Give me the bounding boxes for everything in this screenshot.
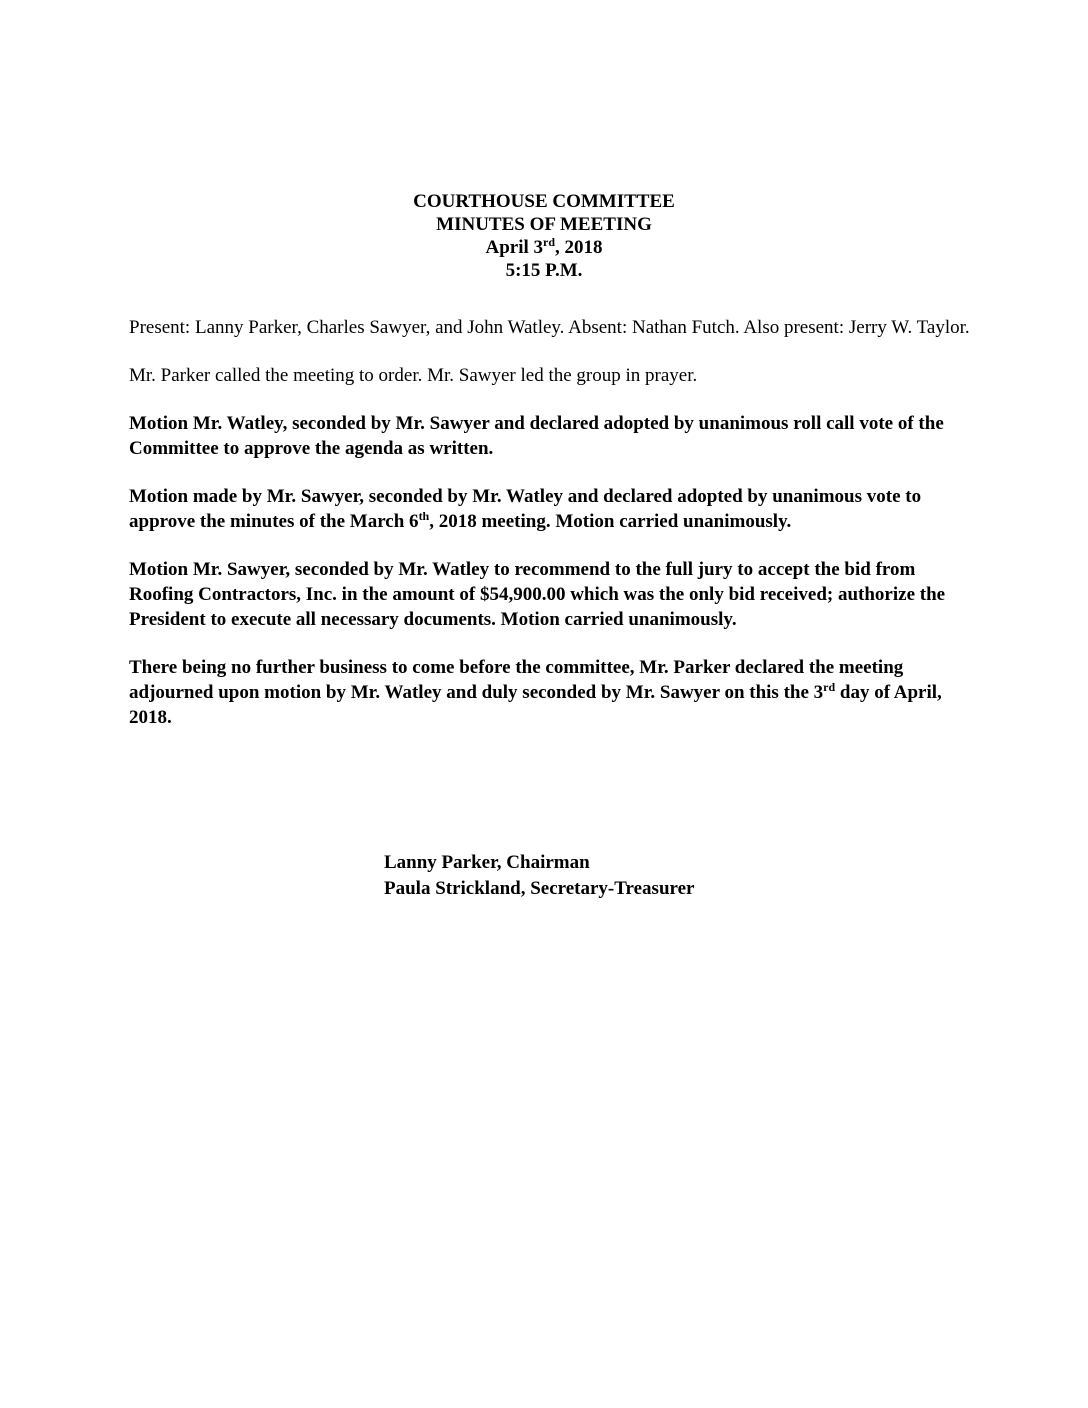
chairman-signature: Lanny Parker, Chairman <box>384 852 590 873</box>
bid-motion-paragraph: Motion Mr. Sawyer, seconded by Mr. Watley to recommend to the full jury to accept the bid from Roofing Contractors, Inc. in the amount of $54,900.00 which was the only bid received; authorize the President to execute all necessary documents. Motion carried unanimously. <box>129 559 946 630</box>
minutes-subtitle: MINUTES OF MEETING <box>436 214 652 235</box>
meeting-date-main: April 3 <box>485 237 544 258</box>
minutes-motion-text: Motion made by Mr. Sawyer, seconded by Mr. Watley and declared adopted by unanimous vote to approve the minutes of the March 6 <box>129 486 922 532</box>
document-header <box>0 190 1088 282</box>
meeting-date <box>0 236 1088 259</box>
signature-block <box>384 850 694 902</box>
adjournment-text: There being no further business to come before the committee, Mr. Parker declared the meeting adjourned upon motion by Mr. Watley and duly seconded by Mr. Sawyer on this the 3 <box>129 657 904 703</box>
adjournment-suffix: rd <box>823 680 836 694</box>
secretary-signature: Paula Strickland, Secretary-Treasurer <box>384 878 695 899</box>
meeting-date-suffix: rd <box>543 235 556 249</box>
meeting-time: 5:15 P.M. <box>505 260 583 281</box>
committee-title: COURTHOUSE COMMITTEE <box>413 191 675 212</box>
minutes-motion-paragraph <box>129 484 979 534</box>
meeting-date-year: , 2018 <box>555 237 603 258</box>
adjournment-paragraph <box>129 655 979 730</box>
minutes-body <box>129 315 979 753</box>
minutes-motion-text-end: , 2018 meeting. Motion carried unanimously. <box>429 511 792 532</box>
minutes-motion-suffix: th <box>418 509 430 523</box>
agenda-motion-paragraph: Motion Mr. Watley, seconded by Mr. Sawyer and declared adopted by unanimous roll call vote of the Committee to approve the agenda as written. <box>129 413 944 459</box>
adjournment-text-end: day of April, 2018. <box>129 682 942 728</box>
attendance-paragraph: Present: Lanny Parker, Charles Sawyer, and John Watley. Absent: Nathan Futch. Also present: Jerry W. Taylor. <box>129 317 970 338</box>
call-to-order-paragraph: Mr. Parker called the meeting to order. Mr. Sawyer led the group in prayer. <box>129 365 698 386</box>
